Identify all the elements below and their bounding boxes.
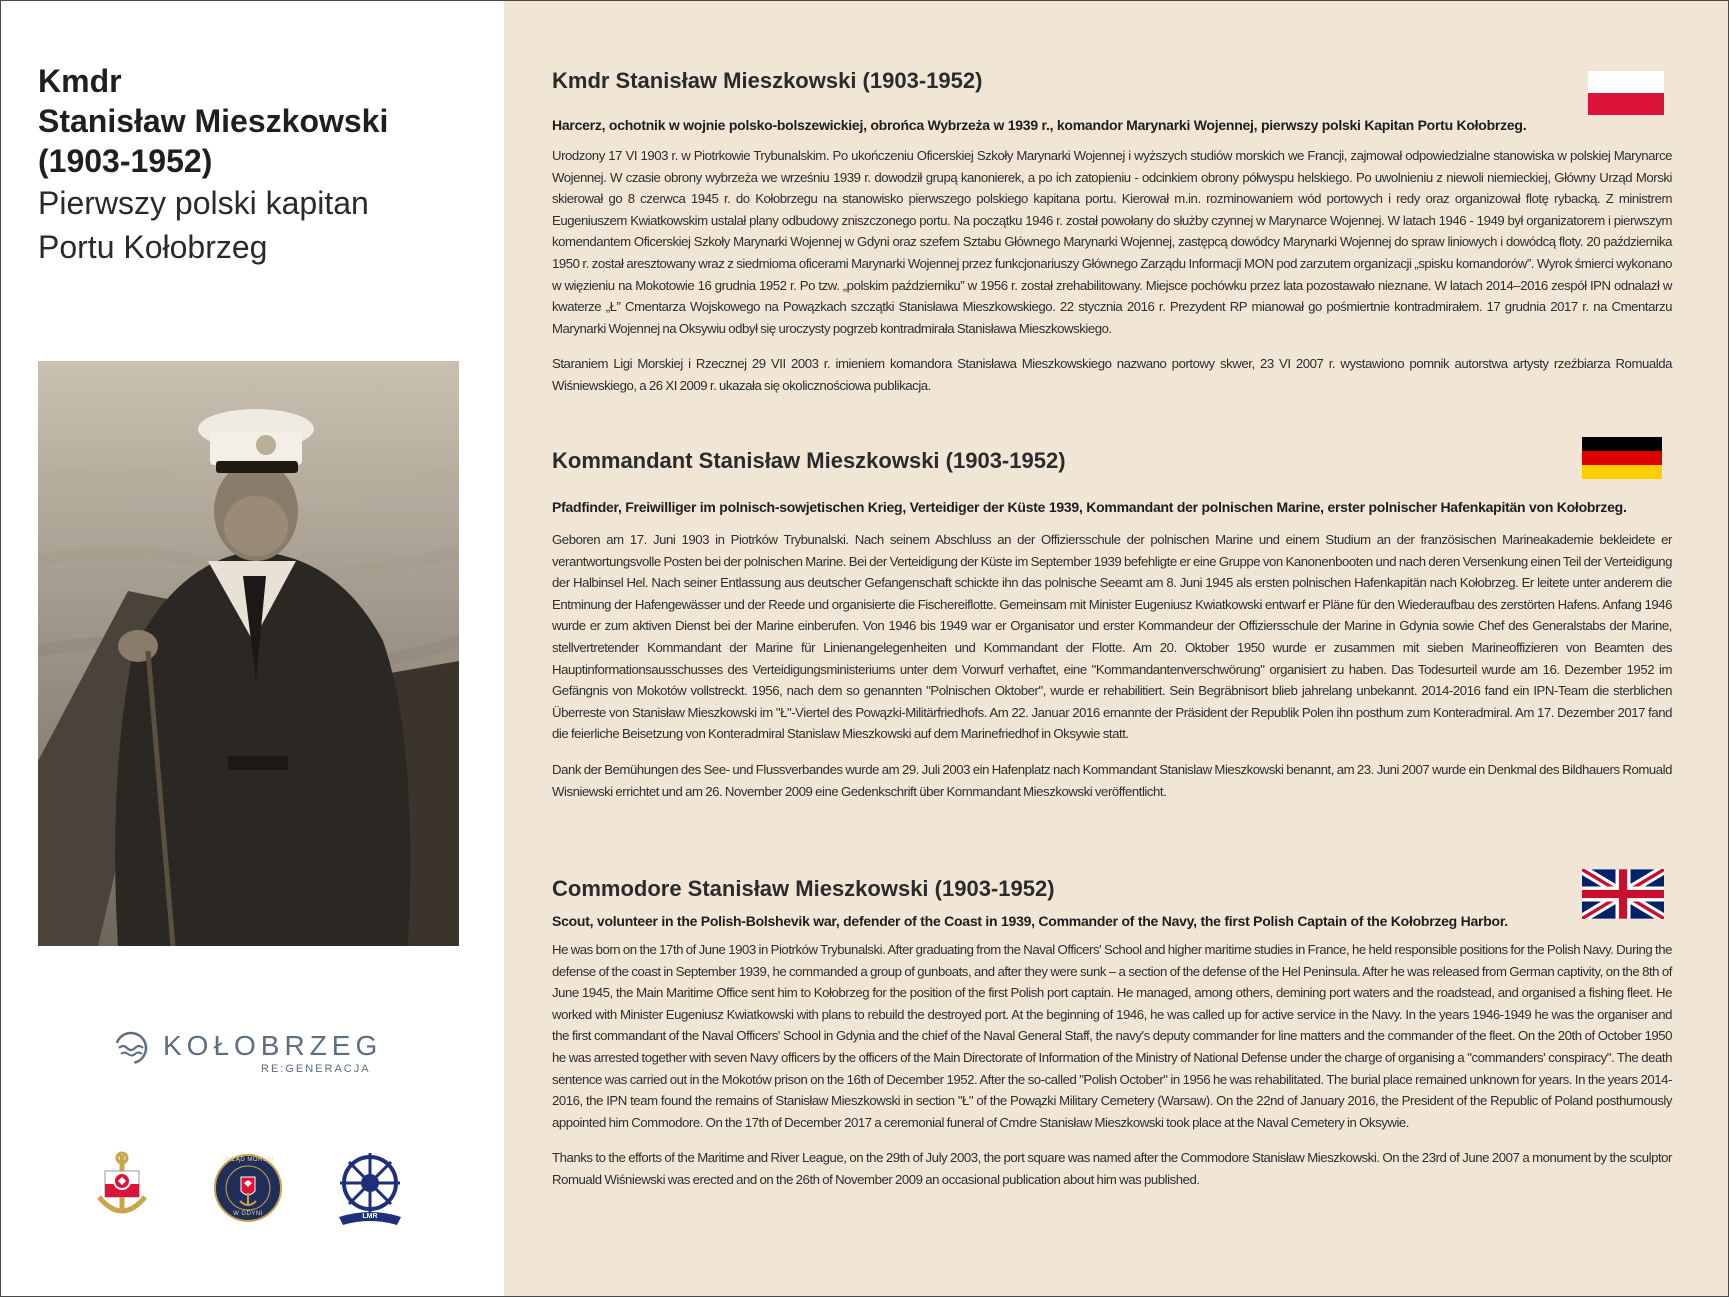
subtitle-line-1: Pierwszy polski kapitan <box>38 185 369 221</box>
poland-flag-icon <box>1588 71 1664 115</box>
section-heading: Kommandant Stanisław Mieszkowski (1903-1952) <box>552 448 1066 473</box>
germany-flag-icon <box>1582 437 1662 479</box>
kolobrzeg-logo <box>113 1026 383 1076</box>
section-body: Geboren am 17. Juni 1903 in Piotrków Trybunalski. Nach seinem Abschluss an der Offiziersschule der polnischen Marine und einem Studium an der französischen Marineakademie bekleidete er verantwortungsvolle Posten bei der polnischen Marine. Bei der Verteidigung der Küste im September 1939 befehligte er eine Gruppe von Kanonenbooten und nach deren Versenkung einen Teil der Verteidigung der Halbinsel Hel. Nach seiner Entlassung aus deutscher Gefangenschaft schickte ihn das polnische Seeamt am 8. Juni 1945 als ersten polnischen Hafenkapitän nach Kołobrzeg. Er leitete unter anderem die Entminung der Hafengewässer und der Reede und organisierte die Fischereiflotte. Gemeinsam mit Minister Eugeniusz Kwiatkowski entwarf er Pläne für den Wiederaufbau des zerstörten Hafens. Anfang 1946 wurde er zum aktiven Dienst bei der Marine einberufen. Von 1946 bis 1949 war er Organisator und erster Kommandeur der Offiziersschule der Marine in Gdynia sowie Chef des Generalstabs der Marine, stellvertretender Kommandant der Marine für Linienangelegenheiten und Kommandant der Flotte. Am 20. Oktober 1950 wurde er zusammen mit sieben Marineoffizieren von Beamten des Hauptinformationsausschusses des Verteidigungsministeriums unter dem Vorwurf verhaftet, eine "Kommandantenverschwörung" organisiert zu haben. Das Todesurteil wurde am 16. Dezember 1952 im Gefängnis von Mokotów vollstreckt. 1956, nach dem so genannten "Polnischen Oktober", wurde er rehabilitiert. Sein Begräbnisort blieb jahrelang unbekannt. 2014-2016 fand ein IPN-Team die sterblichen Überreste von Stanisław Mieszkowski im "Ł"-Viertel des Powązki-Militärfriedhofs. Am 22. Januar 2016 ernannte der Präsident der Republik Polen ihn posthum zum Konteradmiral. Am 17. Dezember 2017 fand die feierliche Beisetzung von Konteradmiral Stanislaw Mieszkowski auf dem Marinefriedhof in Oksywie statt. <box>552 532 1672 742</box>
maritime-office-emblem <box>213 1153 283 1223</box>
uk-flag-icon <box>1582 869 1664 919</box>
league-emblem <box>335 1151 405 1231</box>
section-english <box>552 875 1672 1191</box>
section-lead: Scout, volunteer in the Polish-Bolshevik war, defender of the Coast in 1939, Commander of the Navy, the first Polish Captain of the Kołobrzeg Harbor. <box>552 913 1508 929</box>
right-panel <box>504 1 1728 1296</box>
wave-logo-icon <box>113 1030 149 1066</box>
section-german <box>552 447 1672 802</box>
title-block <box>38 61 478 269</box>
section-polish <box>552 67 1672 397</box>
section-body: Urodzony 17 VI 1903 r. w Piotrkowie Trybunalskim. Po ukończeniu Oficerskiej Szkoły Marynarki Wojennej i wyższych studiów morskich we Francji, zajmował odpowiedzialne stanowiska w polskiej Marynarce Wojennej. W czasie obrony wybrzeża we wrześniu 1939 r. dowodził grupą kanonierek, a po ich zatopieniu - odcinkiem obrony półwyspu helskiego. Po uwolnieniu z niewoli niemieckiej, Główny Urząd Morski skierował go 8 czerwca 1945 r. do Kołobrzegu na stanowisko pierwszego polskiego kapitana portu. Kierował m.in. rozminowaniem wód portowych i redy oraz organizował flotę rybacką. Z ministrem Eugeniuszem Kwiatkowskim ustalał plany odbudowy zniszczonego portu. Na początku 1946 r. został powołany do służby czynnej w Marynarce Wojennej. W latach 1946 - 1949 był organizatorem i pierwszym komendantem Oficerskiej Szkoły Marynarki Wojennej w Gdyni oraz szefem Sztabu Głównego Marynarki Wojennej, zastępcą dowódcy Marynarki Wojennej do spraw liniowych i dowódcą floty. 20 października 1950 r. został aresztowany wraz z siedmioma oficerami Marynarki Wojennej przez funkcjonariuszy Głównego Zarządu Informacji MON pod zarzutem organizacji „spisku komandorów”. Wyrok śmierci wykonano w więzieniu na Mokotowie 16 grudnia 1952 r. Po tzw. „polskim październiku” w 1956 r. został zrehabilitowany. Miejsce pochówku przez lata pozostawało nieznane. W latach 2014–2016 zespół IPN odnalazł w kwaterze „Ł” Cmentarza Wojskowego na Powązkach szczątki Stanisława Mieszkowskiego. 22 stycznia 2016 r. Prezydent RP mianował go pośmiertnie kontradmirałem. 17 grudnia 2017 r. na Cmentarzu Marynarki Wojennej na Oksywiu odbył się uroczysty pogrzeb kontradmirała Stanisława Mieszkowskiego. <box>552 148 1672 336</box>
brand-name: KOŁOBRZEG <box>163 1030 383 1061</box>
portrait-photo <box>38 361 459 946</box>
section-lead: Harcerz, ochotnik w wojnie polsko-bolszewickiej, obrońca Wybrzeża w 1939 r., komandor Marynarki Wojennej, pierwszy polski Kapitan Portu Kołobrzeg. <box>552 117 1527 133</box>
title-rank: Kmdr <box>38 63 122 99</box>
section-body: He was born on the 17th of June 1903 in Piotrków Trybunalski. After graduating from the Naval Officers' School and higher maritime studies in France, he held responsible positions for the Polish Navy. During the defense of the coast in September 1939, he commanded a group of gunboats, and after they were sunk – a section of the defense of the Hel Peninsula. After he was released from German captivity, on the 8th of June 1945, the Main Maritime Office sent him to Kołobrzeg for the position of the first Polish port captain. He managed, among others, demining port waters and the roadstead, and organised a fishing fleet. He worked with Minister Eugeniusz Kwiatkowski with plans to rebuild the destroyed port. At the beginning of 1946, he was called up for active service in the Navy. In the years 1946-1949 he was the organiser and the first commandant of the Naval Officers' School in Gdynia and the chief of the Naval General Staff, the navy's deputy commander for line matters and the commander of the fleet. On the 20th of October 1950 he was arrested together with seven Navy officers by the officers of the Main Directorate of Information of the Ministry of National Defense under the charge of organising a "commanders' conspiracy". The death sentence was carried out in the Mokotów prison on the 16th of December 1952. After the so-called "Polish October" in 1956 he was rehabilitated. The burial place remained unknown for years. In the years 2014-2016, the IPN team found the remains of Stanisław Mieszkowski in section "Ł" of the Powązki Military Cemetery (Warsaw). On the 22nd of January 2016, the President of the Republic of Poland posthumously appointed him Commodore. On the 17th of December 2017 a ceremonial funeral of Cmdre Stanisław Mieszkowski took place at the Naval Cemetery in Oksywie. <box>552 942 1672 1130</box>
title-years: (1903-1952) <box>38 143 213 179</box>
left-panel <box>1 1 504 1296</box>
brand-tagline: RE:GENERACJA <box>261 1063 371 1075</box>
subtitle-line-2: Portu Kołobrzeg <box>38 229 268 265</box>
section-closing: Staraniem Ligi Morskiej i Rzecznej 29 VII 2003 r. imieniem komandora Stanisława Mieszkowskiego nazwano portowy skwer, 23 VI 2007 r. wystawiono pomnik autorstwa artysty rzeźbiarza Romualda Wiśniewskiego, a 26 XI 2009 r. ukazała się okolicznościowa publikacja. <box>552 356 1672 393</box>
section-heading: Kmdr Stanisław Mieszkowski (1903-1952) <box>552 68 983 93</box>
section-closing: Thanks to the efforts of the Maritime and River League, on the 29th of July 2003, the port square was named after the Commodore Stanisław Mieszkowski. On the 23rd of June 2007 a monument by the sculptor Romuald Wiśniewski was erected and on the 26th of November 2009 an occasional publication about him was published. <box>552 1150 1672 1187</box>
emblem-text-top: URZĄD MORSKI <box>221 1157 274 1163</box>
league-emblem-text: LMR <box>362 1213 378 1220</box>
section-closing: Dank der Bemühungen des See- und Flussverbandes wurde am 29. Juli 2003 ein Hafenplatz nach Kommandant Stanislaw Mieszkowski benannt, am 23. Juni 2007 wurde ein Denkmal des Bildhauers Romuald Wisniewski errichtet und am 26. November 2009 eine Gedenkschrift über Kommandant Mieszkowski veröffentlicht. <box>552 761 1672 799</box>
emblem-text-bottom: W GDYNI <box>233 1211 263 1217</box>
title-name: Stanisław Mieszkowski <box>38 103 389 139</box>
section-heading: Commodore Stanisław Mieszkowski (1903-1952) <box>552 876 1055 901</box>
section-lead: Pfadfinder, Freiwilliger im polnisch-sowjetischen Krieg, Verteidiger der Küste 1939, Kommandant der polnischen Marine, erster polnischer Hafenkapitän von Kołobrzeg. <box>552 499 1627 515</box>
navy-anchor-emblem-icon <box>91 1151 153 1223</box>
